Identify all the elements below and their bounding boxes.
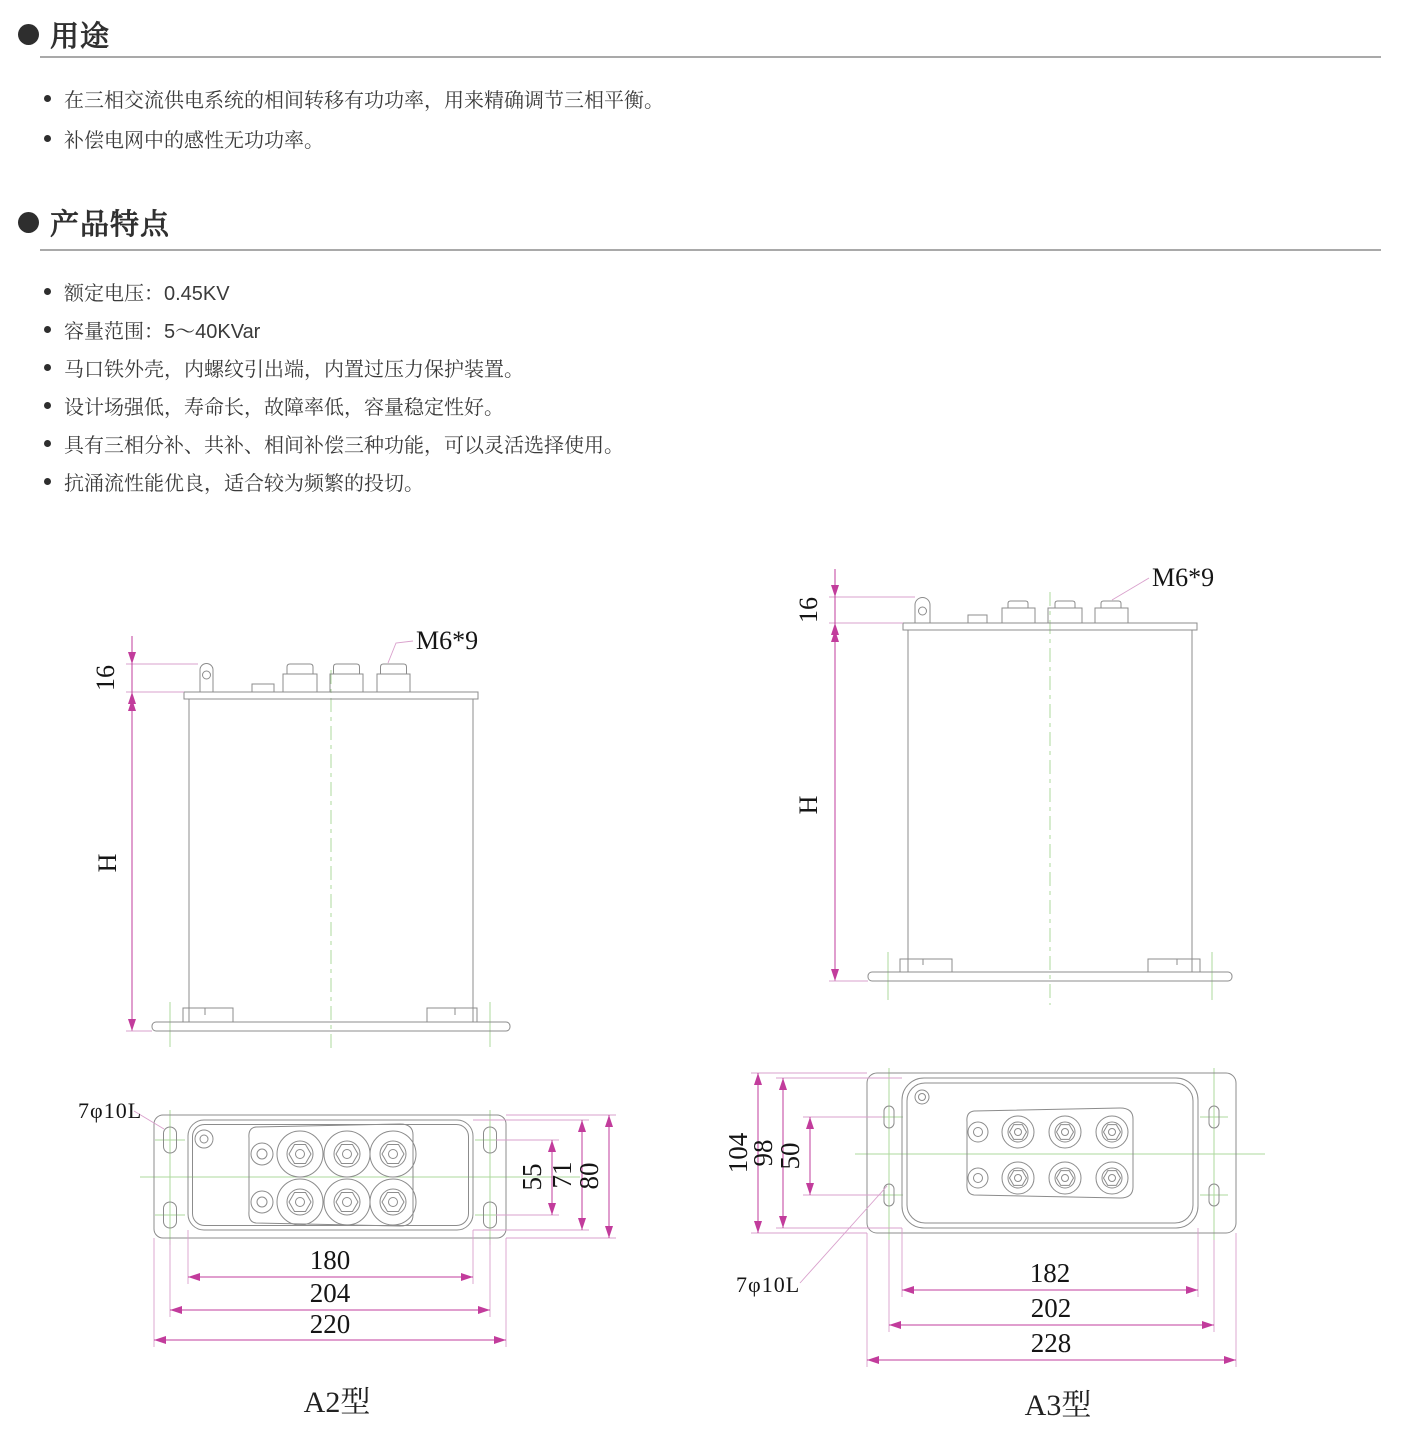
feature-bullet-text: 马口铁外壳，内螺纹引出端，内置过压力保护装置。 bbox=[64, 358, 524, 381]
section-usage-title: 用途 bbox=[50, 21, 111, 53]
a2-plan-slot-span-label: 55 bbox=[517, 1163, 547, 1191]
bullet-icon bbox=[44, 95, 51, 102]
section-bullet-icon bbox=[18, 212, 39, 233]
a3-front-thread-label: M6*9 bbox=[1152, 563, 1215, 592]
feature-bullet-item bbox=[44, 310, 624, 348]
section-usage-header bbox=[18, 14, 110, 55]
a2-plan-body-width-label: 180 bbox=[309, 1245, 351, 1275]
feature-bullet-text: 额定电压：0.45KV bbox=[64, 282, 230, 305]
section-features-title: 产品特点 bbox=[50, 209, 171, 241]
a3-plan-slot-span-label: 50 bbox=[775, 1142, 805, 1170]
a2-plan-body-height-label: 71 bbox=[547, 1161, 577, 1189]
bullet-icon bbox=[44, 135, 51, 142]
features-bullet-list bbox=[44, 272, 624, 500]
a2-front-body-height-label: H bbox=[93, 853, 122, 873]
feature-bullet-item bbox=[44, 462, 624, 500]
a3-plan-slot-width-label: 202 bbox=[1030, 1293, 1072, 1323]
a3-plan-flange-width-label: 228 bbox=[1030, 1328, 1072, 1358]
a3-plan-body-height-label: 98 bbox=[748, 1139, 778, 1167]
section-divider bbox=[40, 56, 1381, 58]
a3-front-dimensions bbox=[794, 563, 1214, 981]
bullet-icon bbox=[44, 440, 51, 447]
feature-bullet-item bbox=[44, 386, 624, 424]
a2-plan-view-drawing bbox=[60, 1080, 640, 1440]
a2-front-terminal-height-label: 16 bbox=[91, 665, 120, 691]
feature-bullet-item bbox=[44, 424, 624, 462]
bullet-icon bbox=[44, 326, 51, 333]
a3-plan-flange-height-label: 104 bbox=[723, 1132, 753, 1174]
a2-plan-slot-width-label: 204 bbox=[309, 1278, 351, 1308]
a2-plan-flange-width-label: 220 bbox=[309, 1309, 351, 1339]
feature-bullet-text: 容量范围：5～40KVar bbox=[64, 320, 261, 343]
usage-bullet-text: 补偿电网中的感性无功功率。 bbox=[64, 129, 324, 152]
a2-front-dimensions bbox=[91, 626, 478, 1031]
a3-front-view-drawing bbox=[760, 550, 1320, 1020]
usage-bullet-item bbox=[44, 118, 664, 158]
a3-front-centerlines bbox=[888, 592, 1212, 1005]
bullet-icon bbox=[44, 364, 51, 371]
section-features-header bbox=[18, 202, 170, 243]
usage-bullet-list bbox=[44, 78, 664, 158]
a3-plan-mounting-hole-label: 7φ10L bbox=[736, 1272, 801, 1297]
bullet-icon bbox=[44, 402, 51, 409]
a2-front-view-drawing bbox=[91, 555, 660, 1065]
section-divider bbox=[40, 249, 1381, 251]
feature-bullet-item bbox=[44, 272, 624, 310]
a2-front-centerlines bbox=[170, 670, 490, 1051]
feature-bullet-text: 抗涌流性能优良，适合较为频繁的投切。 bbox=[64, 472, 424, 495]
a3-plan-body-width-label: 182 bbox=[1029, 1258, 1071, 1288]
usage-bullet-text: 在三相交流供电系统的相间转移有功功率，用来精确调节三相平衡。 bbox=[64, 89, 664, 112]
usage-bullet-item bbox=[44, 78, 664, 118]
a3-plan-view-drawing bbox=[720, 1040, 1360, 1452]
bullet-icon bbox=[44, 478, 51, 485]
a3-plan-terminal-block bbox=[967, 1108, 1133, 1198]
a3-caption: A3型 bbox=[1024, 1389, 1092, 1422]
feature-bullet-item bbox=[44, 348, 624, 386]
a3-plan-outline bbox=[867, 1073, 1236, 1233]
bullet-icon bbox=[44, 288, 51, 295]
a2-plan-mounting-hole-label: 7φ10L bbox=[78, 1098, 143, 1123]
a2-caption: A2型 bbox=[303, 1386, 371, 1419]
a2-plan-terminal-block bbox=[249, 1124, 416, 1226]
a2-plan-dimensions bbox=[78, 1098, 616, 1347]
a2-plan-flange-height-label: 80 bbox=[574, 1162, 604, 1190]
feature-bullet-text: 具有三相分补、共补、相间补偿三种功能，可以灵活选择使用。 bbox=[64, 434, 624, 457]
a2-front-thread-label: M6*9 bbox=[416, 626, 479, 655]
a3-front-body-height-label: H bbox=[794, 795, 823, 815]
a3-plan-centerlines bbox=[855, 1068, 1265, 1240]
feature-bullet-text: 设计场强低，寿命长，故障率低，容量稳定性好。 bbox=[64, 396, 504, 419]
a3-front-terminal-height-label: 16 bbox=[794, 597, 823, 623]
a3-plan-dimensions bbox=[723, 1073, 1236, 1367]
section-bullet-icon bbox=[18, 24, 39, 45]
